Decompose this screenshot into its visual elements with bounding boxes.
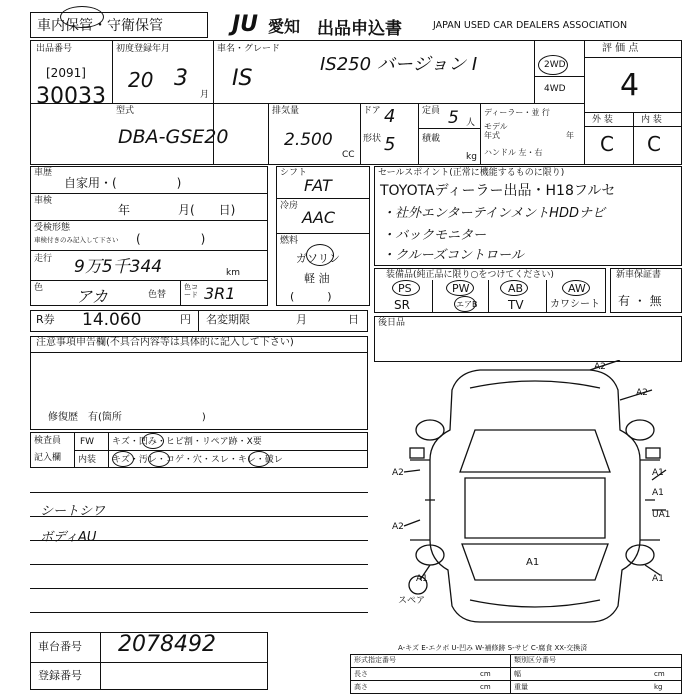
chassis-label: 車台番号	[38, 640, 82, 653]
inspector-mark-4	[248, 451, 270, 467]
consignment-label: 受検形態	[34, 223, 71, 233]
fuel-other: ( )	[290, 290, 332, 303]
inspection-label: 車検	[34, 196, 53, 206]
recycle-label: R券	[36, 313, 55, 326]
diagram-mark-4: A2	[392, 522, 404, 532]
capacity-unit: 人	[466, 118, 476, 128]
warranty-label: 新車保証書	[616, 270, 662, 280]
capacity-label: 定員	[422, 106, 441, 116]
spec-row3b: 重量	[514, 683, 528, 691]
spec-row1b: 類別区分番号	[514, 656, 556, 664]
inspector-row1: キズ・凹み・ヒビ割・リペア跡・X要	[112, 437, 262, 447]
diagram-mark-7: UA1	[652, 510, 671, 520]
dealer-import: ディーラー・並 行	[484, 108, 550, 117]
recycle-unit: 円	[180, 313, 191, 326]
history-label: 車歴	[34, 168, 53, 178]
spec-cm-2: cm	[480, 683, 491, 691]
ju-logo: JU	[232, 12, 259, 37]
capacity-value: 5	[448, 108, 459, 128]
year-unit: 年	[566, 131, 574, 140]
equip-sr: SR	[394, 298, 410, 312]
diagram-mark-5: A1	[652, 468, 664, 478]
type-code: DBA-GSE20	[118, 126, 229, 148]
document-title: 出品申込書	[317, 19, 402, 39]
shape-label: 形状	[363, 134, 382, 144]
diagram-mark-6: A1	[652, 488, 664, 498]
car-damage-diagram	[390, 360, 690, 630]
registration-label: 初度登録年月	[116, 44, 171, 54]
four-wd-label: 4WD	[544, 84, 566, 94]
displacement-label: 排気量	[272, 106, 300, 116]
type-label: 型式	[116, 106, 135, 116]
equip-tv: TV	[508, 298, 524, 312]
selling-point-line-4: ・クルーズコントロール	[382, 248, 524, 263]
ac-value: AAC	[302, 208, 336, 227]
remark-line-1: シートシワ	[40, 504, 106, 519]
doors-value: 4	[384, 106, 396, 127]
model-name-label: 車名・グレード	[217, 44, 281, 54]
selling-points-label: セールスポイント(正常に機能するものに限り)	[378, 168, 565, 178]
deadline-day: 日	[348, 313, 359, 326]
selling-point-line-1: TOYOTAディーラー出品・H18フルセ	[380, 183, 616, 199]
org-name: 愛知	[268, 17, 301, 36]
model-grade: IS250 バージョン I	[320, 54, 478, 75]
spec-cm-1: cm	[480, 670, 491, 678]
consignment-note: 車検付きのみ記入して下さい	[34, 236, 119, 244]
inspection-year: 年	[118, 203, 131, 217]
diagram-mark-1: A2	[594, 362, 606, 372]
diagram-mark-9: A1	[526, 557, 540, 568]
equip-aw: AW	[568, 282, 586, 295]
plate-label: 登録番号	[38, 669, 82, 682]
equip-ps: PS	[398, 282, 412, 295]
mileage-label: 走行	[34, 254, 53, 264]
shift-value: FAT	[304, 176, 332, 195]
model-year-label: モデル	[484, 122, 508, 131]
shift-label: シフト	[280, 168, 308, 178]
interior-label: 内 装	[641, 115, 662, 125]
color-label: 色	[34, 283, 44, 293]
diagram-mark-2: A2	[636, 388, 648, 398]
spare-label: スペア	[398, 596, 426, 606]
spec-row3: 高さ	[354, 683, 368, 691]
equip-ab: AB	[508, 282, 524, 295]
later-day-label: 後日品	[378, 318, 406, 328]
fuel-label: 燃料	[280, 236, 299, 246]
inspector-mark-1	[142, 433, 164, 449]
spec-kg: kg	[654, 683, 663, 691]
registration-year: 20	[128, 68, 154, 92]
spec-row2b: 幅	[514, 670, 521, 678]
inspection-month: 月( 日)	[178, 203, 236, 217]
equipment-label: 装備品(純正品に限り○をつけてください)	[386, 270, 554, 280]
fuel-gas: ガソリン	[296, 252, 340, 265]
warranty-value: 有 ・ 無	[618, 294, 662, 308]
exterior-grade: C	[600, 132, 614, 156]
spec-row2: 長さ	[354, 670, 368, 678]
inspector-row2-label: 内装	[78, 455, 97, 465]
doors-label: ドア	[363, 106, 381, 116]
deadline-month: 月	[296, 313, 307, 326]
two-wd-label: 2WD	[544, 60, 566, 70]
mileage-value: 9万5千344	[74, 257, 163, 277]
repair-history: 修復歴 有(箇所 )	[48, 412, 206, 423]
recycle-value: 14.060	[82, 310, 142, 330]
rating-score: 4	[620, 68, 640, 103]
history-value: 自家用・( )	[64, 176, 182, 190]
load-unit: kg	[466, 152, 477, 162]
chassis-value: 2078492	[118, 632, 216, 657]
association-name: JAPAN USED CAR DEALERS ASSOCIATION	[433, 20, 628, 31]
inspector-row2: キズ・汚レ・コゲ・穴・スレ・キレ・破レ	[112, 455, 283, 465]
diagram-mark-10: A1	[652, 574, 664, 584]
rating-label: 評 価 点	[602, 43, 639, 54]
equip-seat: カワシート	[550, 299, 600, 310]
inspector-mark-3	[148, 451, 170, 467]
color-change-label: 色替	[148, 290, 167, 300]
fuel-diesel: 軽 油	[304, 272, 330, 285]
exterior-label: 外 装	[592, 115, 613, 125]
shape-value: 5	[384, 134, 396, 155]
inspector-label-1: 検査員	[34, 436, 62, 446]
equip-airbag: エアB	[456, 300, 478, 309]
lot-label: 出品番号	[36, 44, 73, 54]
lot-number: 30033	[36, 84, 106, 109]
mileage-unit: km	[226, 268, 240, 278]
inspector-mark-2	[112, 451, 134, 467]
ac-label: 冷房	[280, 201, 299, 211]
inspector-label-2: 記入欄	[34, 453, 62, 463]
load-label: 積載	[422, 134, 441, 144]
deadline-label: 名変期限	[206, 313, 250, 326]
displacement-value: 2.500	[284, 130, 333, 150]
remark-line-2: ボディAU	[40, 530, 97, 545]
selling-point-line-2: ・社外エンターテインメントHDDナビ	[382, 206, 605, 221]
recycle-box	[30, 310, 368, 332]
color-value: アカ	[76, 287, 108, 306]
selling-point-line-3: ・バックモニター	[382, 228, 487, 243]
legend: A-キズ E-エクボ U-凹み W-補修跡 S-サビ C-腐食 XX-交換済	[398, 644, 588, 652]
notes-label: 注意事項申告欄(不具合内容等は具体的に記入して下さい)	[36, 337, 294, 348]
equip-pw: PW	[452, 282, 470, 295]
inspector-row1-label: FW	[80, 437, 95, 447]
registration-month-unit: 月	[200, 90, 210, 100]
diagram-mark-8: A1	[416, 574, 428, 584]
displacement-unit: CC	[342, 150, 355, 160]
handle-label: ハンドル 左・右	[484, 148, 543, 157]
interior-grade: C	[647, 132, 661, 156]
registration-month: 3	[174, 66, 188, 91]
color-code-label: 色コード	[184, 283, 198, 299]
storage-label: 車内保管・守衛保管	[37, 18, 163, 34]
color-code: 3R1	[204, 284, 236, 303]
year-label: 年式	[484, 131, 500, 140]
consignment-value: ( )	[136, 232, 206, 246]
later-day-box	[374, 316, 682, 362]
spec-row1: 形式指定番号	[354, 656, 396, 664]
diagram-mark-3: A2	[392, 468, 404, 478]
lot-sub-number: [2091]	[46, 66, 86, 80]
model-name: IS	[232, 66, 253, 91]
spec-cm-3: cm	[654, 670, 665, 678]
